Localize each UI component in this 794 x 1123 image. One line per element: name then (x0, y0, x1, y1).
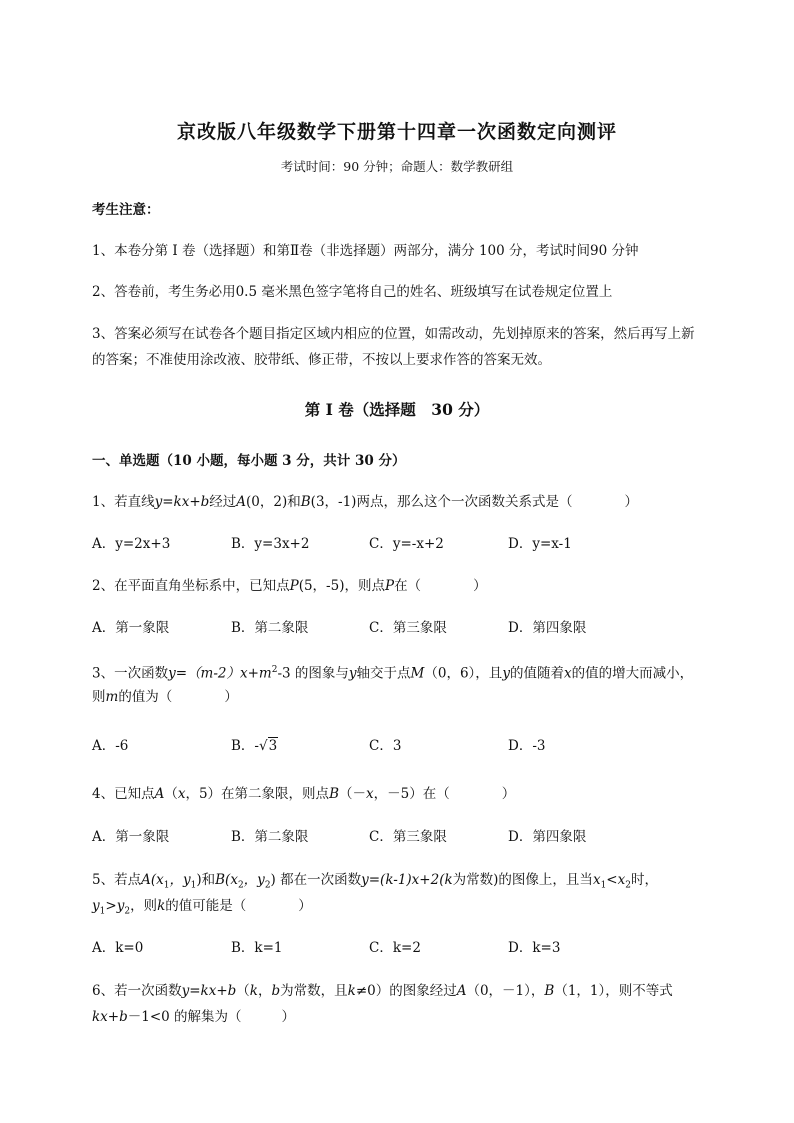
question-2-options (92, 618, 734, 638)
q2-option-d[interactable]: D．第四象限 (508, 620, 587, 636)
q1-option-a[interactable]: A．y=2x+3 (92, 536, 171, 552)
question-3-cont: 则m的值为（ ） (92, 689, 238, 705)
notice-item-1: 1、本卷分第 I 卷（选择题）和第Ⅱ卷（非选择题）两部分，满分 100 分，考试时间90 分钟 (92, 243, 639, 259)
question-1-options (92, 534, 734, 554)
q3-option-d[interactable]: D．-3 (508, 738, 546, 754)
question-6-cont: kx+b－1<0 的解集为（ ） (92, 1009, 296, 1025)
question-4: 4、已知点A（x，5）在第二象限，则点B（－x，－5）在（ ） (92, 786, 516, 802)
question-2: 2、在平面直角坐标系中，已知点P(5，-5)，则点P在（ ） (92, 578, 487, 594)
page-subtitle: 考试时间：90 分钟；命题人：数学教研组 (280, 159, 514, 174)
section-heading: 一、单选题（10 小题，每小题 3 分，共计 30 分） (92, 453, 406, 469)
q3-option-a[interactable]: A．-6 (92, 738, 129, 754)
part1-title: 第 I 卷（选择题 30 分） (304, 400, 490, 419)
notice-item-3-cont: 的答案；不准使用涂改液、胶带纸、修正带，不按以上要求作答的答案无效。 (92, 352, 551, 368)
question-5-cont: $y_1>y_2$，则k的值可能是（ ） (92, 898, 312, 917)
q3-option-c[interactable]: C．3 (369, 738, 402, 754)
q1-option-c[interactable]: C．y=-x+2 (369, 536, 444, 552)
question-5: 5、若点$A(x_1$，$y_1$)和$B(x_2$，$y_2$) 都在一次函数y=(k-1)x+2(k为常数)的图像上，且当$x_1<x_2$时， (92, 872, 658, 891)
q3-option-b[interactable]: B．-√3 (231, 738, 278, 754)
q1-option-b[interactable]: B．y=3x+2 (231, 536, 310, 552)
question-1: 1、若直线y=kx+b经过A(0，2)和B(3，-1)两点，那么这个一次函数关系式是（ ） (92, 494, 638, 510)
question-3-options (92, 736, 734, 756)
q2-option-c[interactable]: C．第三象限 (369, 620, 447, 636)
q4-option-c[interactable]: C．第三象限 (369, 829, 447, 845)
q4-option-d[interactable]: D．第四象限 (508, 829, 587, 845)
q2-option-b[interactable]: B．第二象限 (231, 620, 309, 636)
question-4-options (92, 827, 734, 847)
q5-option-c[interactable]: C．k=2 (369, 940, 421, 956)
q4-option-a[interactable]: A．第一象限 (92, 829, 170, 845)
q5-option-b[interactable]: B．k=1 (231, 940, 283, 956)
question-5-options (92, 938, 734, 958)
q2-option-a[interactable]: A．第一象限 (92, 620, 170, 636)
page-title: 京改版八年级数学下册第十四章一次函数定向测评 (176, 121, 617, 143)
q5-option-d[interactable]: D．k=3 (508, 940, 561, 956)
notice-item-3: 3、答案必须写在试卷各个题目指定区域内相应的位置，如需改动，先划掉原来的答案，然后再写上新 (92, 326, 695, 342)
question-3: 3、一次函数$y=(m-2)x+m^2-3$ 的图象与y轴交于点M（0，6），且y的值随着x的值的增大而减小， (92, 665, 694, 682)
q1-option-d[interactable]: D．y=x-1 (508, 536, 572, 552)
notice-item-2: 2、答卷前，考生务必用0.5 毫米黑色签字笔将自己的姓名、班级填写在试卷规定位置上 (92, 284, 613, 300)
notice-heading: 考生注意： (92, 202, 160, 218)
question-6: 6、若一次函数y=kx+b（k，b为常数，且k≠0）的图象经过A（0，－1），B（1，1），则不等式 (92, 983, 673, 999)
q4-option-b[interactable]: B．第二象限 (231, 829, 309, 845)
q5-option-a[interactable]: A．k=0 (92, 940, 144, 956)
